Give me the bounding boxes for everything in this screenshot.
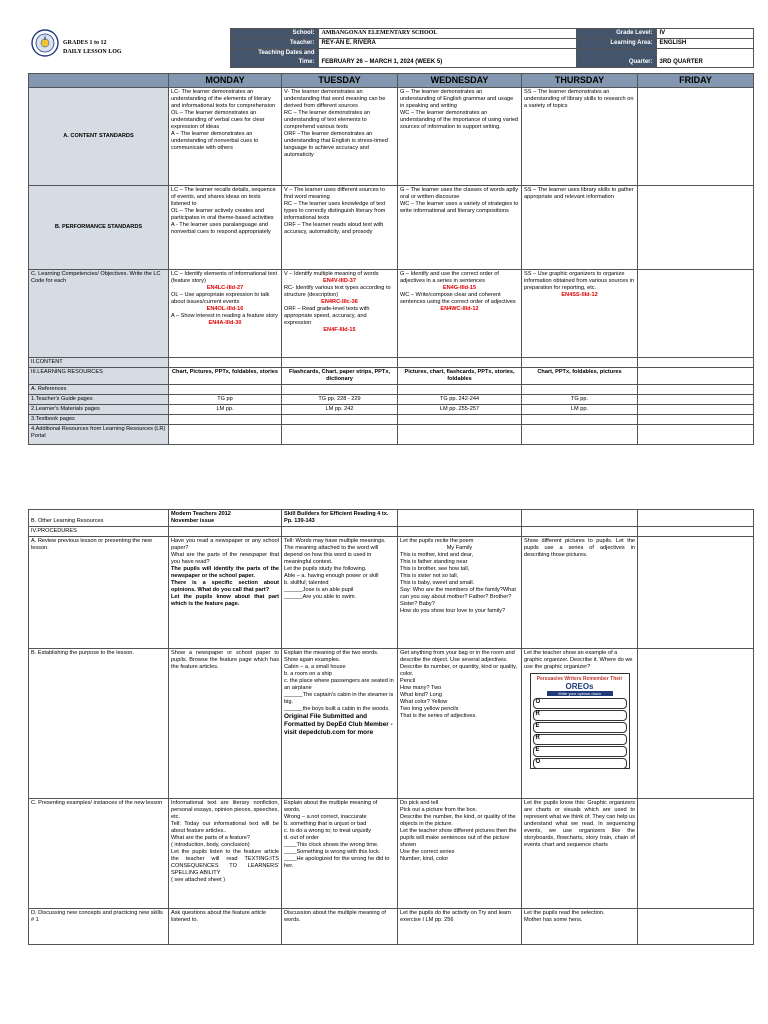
area-value: ENGLISH <box>656 39 753 49</box>
review-tuesday: Tell: Words may have multiple meanings. The meaning attached to the word will depend on how this word is used in meaningful context. Let the pupils study the following. Able – a. having enough power or skill b. skillful; talented ______Jose is an able pupil ______Are you able to swim. <box>282 537 398 649</box>
ref-monday <box>169 385 282 395</box>
dates-value: FEBRUARY 26 – MARCH 1, 2024 (WEEK 5) <box>318 49 576 68</box>
tb-friday <box>638 415 754 425</box>
lesson-table-1 <box>28 73 754 445</box>
other-resources-label: B. Other Learning Resources <box>29 510 169 527</box>
tg-wednesday: TG pp. 242-244 <box>398 395 522 405</box>
doc-title <box>60 29 230 68</box>
cs-tuesday: V- The learner demonstrates an understanding that word meaning can be derived from different sources RC – The learner demonstrates an understanding of text elements to comprehend various texts ORF –The learner demonstrates an understanding that English is stress-timed language to achieve accuracy and automaticity <box>282 88 398 186</box>
day-monday: MONDAY <box>169 74 282 88</box>
additional-resources-row <box>29 425 754 445</box>
comp-monday <box>169 270 282 358</box>
ref-tuesday <box>282 385 398 395</box>
dates-label-1: Teaching Dates and <box>230 49 318 59</box>
quarter-label: Quarter: <box>576 49 656 68</box>
grade-value: IV <box>656 29 753 39</box>
lesson-log-page <box>28 28 753 945</box>
organizer-row <box>533 698 627 709</box>
content-row <box>29 358 754 368</box>
ref-thursday <box>522 385 638 395</box>
add-monday <box>169 425 282 445</box>
procedures-row <box>29 527 754 537</box>
organizer-row <box>533 758 627 769</box>
discussing-thursday: Let the pupils read the selection. Mother has some hens. <box>522 909 638 945</box>
teacher-label: Teacher: <box>230 39 318 49</box>
tb-monday <box>169 415 282 425</box>
tg-thursday: TG pp. <box>522 395 638 405</box>
purpose-row <box>29 649 754 799</box>
oreo-graphic-organizer <box>530 673 630 769</box>
comp-mon-2: OL – Use appropriate expression to talk about issues/current events <box>171 292 270 305</box>
lm-label: 2.Learner's Materials pages <box>29 405 169 415</box>
comp-mon-3: A – Show interest in reading a feature story <box>171 313 278 319</box>
review-wednesday <box>398 537 522 649</box>
comp-mon-code-2: EN4OL-IIId-16 <box>206 306 244 312</box>
deped-seal-icon <box>31 29 59 57</box>
organizer-subtitle: Write your opinion down <box>547 691 613 696</box>
lm-tuesday: LM pp. 242 <box>282 405 398 415</box>
comp-thu-code-1: EN4SS-IIId-12 <box>561 292 598 298</box>
add-tuesday <box>282 425 398 445</box>
content-tuesday <box>282 358 398 368</box>
resources-row <box>29 368 754 385</box>
review-row <box>29 537 754 649</box>
examples-tuesday: Explain about the multiple meaning of words. Wrong – a.not correct, inaccurate b. something that is unjust or bad c. to do a wrong to; to treat unjustly d. out of order ____This clock shows the wrong time. ____Something is wrong with this lock. ____He apologized for the wrong he did to her. <box>282 799 398 909</box>
comp-wed-code-1: EN4G-IIId-15 <box>442 285 477 291</box>
resources-label: III.LEARNING RESOURCES <box>29 368 169 385</box>
lm-wednesday: LM pp. 255-257 <box>398 405 522 415</box>
purpose-wednesday: Get anything from your bag or in the room and describe the object. Use several adjectives. Describe its number, or quantity, kind or quality, color. Pencil How many? Two What kind? Long What color? Yellow Two long yellow pencils That is the series of adjectives. <box>398 649 522 799</box>
res-wednesday: Pictures, chart, flashcards, PPTx, stories, foldables <box>398 368 522 385</box>
watermark-text: Original File Submitted and Formatted by DepEd Club Member - visit depedclub.com for more <box>284 713 393 736</box>
ps-friday <box>638 186 754 270</box>
purpose-label: B. Establishing the purpose to the lesson. <box>29 649 169 799</box>
school-value: AMBANGONAN ELEMENTARY SCHOOL <box>318 29 576 39</box>
purpose-tue-text: Explain the meaning of the two words. Show again examples. Cabin – a. a small house b. a room on a ship c. the place where passengers are seated in an airplane ______The captain's cabin in the steamer is big. ______the boys built a cabin in the woods. <box>284 650 394 712</box>
proc-wednesday <box>398 527 522 537</box>
other-res-tuesday: Skill Builders for Efficient Reading 4 tx. Pp. 139-143 <box>282 510 398 527</box>
organizer-row-letter: O <box>535 759 541 765</box>
comp-tue-2: RC- Identify various text types according to structure (description) <box>284 285 391 298</box>
other-res-thursday <box>522 510 638 527</box>
other-res-wednesday <box>398 510 522 527</box>
ps-wednesday: G – The learner uses the classes of words aptly oral or written discourse WC – The learner uses a variety of strategies to write informational and literary compositions <box>398 186 522 270</box>
res-friday <box>638 368 754 385</box>
additional-resources-label: 4.Additional Resources from Learning Resources (LR) Portal <box>29 425 169 445</box>
review-monday <box>169 537 282 649</box>
content-standards-label: A. CONTENT STANDARDS <box>29 88 169 186</box>
day-friday: FRIDAY <box>638 74 754 88</box>
organizer-row <box>533 734 627 745</box>
other-res-friday <box>638 510 754 527</box>
review-mon-a: Have you read a newspaper or any school paper? What are the parts of the newspaper that you have read? <box>171 538 279 565</box>
lesson-table-2 <box>28 509 754 945</box>
review-wed-b: This is mother, kind and dear, This is father standing near This is brother, see how tall, This is sister not so tall, This is baby, sweet and small. Say: Who are the members of the family?What can you say about mother? Father? Brother? Sister? Baby? How do you show tour love to your family? <box>400 552 516 614</box>
performance-standards-row <box>29 186 754 270</box>
comp-wed-1: G – Identify and use the correct order of adjectives in a series in sentences <box>400 271 499 284</box>
organizer-row <box>533 722 627 733</box>
content-standards-row <box>29 88 754 186</box>
quarter-value: 3RD QUARTER <box>656 49 753 68</box>
discussing-wednesday: Let the pupils do the activity on Try and learn exercise I LM pp. 256 <box>398 909 522 945</box>
other-res-monday: Modern Teachers 2012 November issue <box>169 510 282 527</box>
tb-tuesday <box>282 415 398 425</box>
res-tuesday: Flashcards, Chart, paper strips, PPTx, dictionary <box>282 368 398 385</box>
organizer-word: OREOs <box>565 682 594 691</box>
dates-label-2: Time: <box>230 58 318 68</box>
ref-friday <box>638 385 754 395</box>
lm-thursday: LM pp. <box>522 405 638 415</box>
comp-mon-code-3: EN4A-IIId-30 <box>208 320 242 326</box>
review-wed-poem-title: My Family <box>446 545 473 551</box>
discussing-tuesday: Discussion about the multiple meaning of words. <box>282 909 398 945</box>
comp-wednesday <box>398 270 522 358</box>
add-wednesday <box>398 425 522 445</box>
other-resources-row <box>29 510 754 527</box>
lm-monday: LM pp. <box>169 405 282 415</box>
content-label: II.CONTENT <box>29 358 169 368</box>
procedures-label: IV.PROCEDURES <box>29 527 169 537</box>
tg-friday <box>638 395 754 405</box>
day-thursday: THURSDAY <box>522 74 638 88</box>
lm-friday <box>638 405 754 415</box>
review-mon-b: The pupils will identify the parts of the newspaper or the school paper. There is a specific section about opinions. What do you call that part? Let the pupils know about that part which is the feature page. <box>171 566 279 607</box>
purpose-thursday <box>522 649 638 799</box>
content-wednesday <box>398 358 522 368</box>
day-header-row <box>29 74 754 88</box>
cs-wednesday: G – The learner demonstrates an understanding of English grammar and usage in speaking and writing WC – The learner demonstrates an understanding of the importance of using varied sources of information to support writing. <box>398 88 522 186</box>
purpose-tuesday <box>282 649 398 799</box>
tg-row <box>29 395 754 405</box>
header-table <box>28 28 754 68</box>
proc-friday <box>638 527 754 537</box>
organizer-row-letter: R <box>535 735 540 741</box>
proc-tuesday <box>282 527 398 537</box>
res-thursday: Chart, PPTx, foldables, pictures <box>522 368 638 385</box>
organizer-title: Persuasive Writers Remember Their <box>536 676 623 682</box>
ps-monday: LC – The learner recalls details, sequence of events, and shares ideas on texts listened to OL – The learner actively creates and participates in oral theme-based activities A - The learner uses paralanguage and nonverbal cues to respond appropriately <box>169 186 282 270</box>
purpose-monday: Show a newspaper or school paper to pupils. Browse the feature page which has the feature articles. <box>169 649 282 799</box>
purpose-thu-text: Let the teacher show an example of a graphic organizer. Describe it. Where do we use the graphic organizer? <box>524 650 633 670</box>
tg-monday: TG pp <box>169 395 282 405</box>
tg-label: 1.Teacher's Guide pages <box>29 395 169 405</box>
purpose-friday <box>638 649 754 799</box>
comp-tue-1: V – Identify multiple meaning of words <box>284 271 379 277</box>
discussing-monday: Ask questions about the feature article listened to. <box>169 909 282 945</box>
comp-tue-code-1: EN4V-IIID-37 <box>323 278 356 284</box>
comp-mon-code-1: EN4LC-IIId-27 <box>206 285 244 291</box>
discussing-row <box>29 909 754 945</box>
content-friday <box>638 358 754 368</box>
comp-thursday <box>522 270 638 358</box>
examples-row <box>29 799 754 909</box>
tb-thursday <box>522 415 638 425</box>
organizer-row-letter: O <box>535 699 541 705</box>
review-label: A. Review previous lesson or presenting the new lesson. <box>29 537 169 649</box>
tg-tuesday: TG pp. 228 - 229 <box>282 395 398 405</box>
performance-standards-label: B. PERFORMANCE STANDARDS <box>29 186 169 270</box>
day-tuesday: TUESDAY <box>282 74 398 88</box>
tb-wednesday <box>398 415 522 425</box>
title-line-1: GRADES 1 to 12 <box>63 40 107 47</box>
res-monday: Chart, Pictures, PPTx, foldables, stories <box>169 368 282 385</box>
proc-thursday <box>522 527 638 537</box>
comp-tue-code-3: EN4F-IIId-15 <box>323 327 356 333</box>
comp-wed-code-2: EN4WC-IIId-12 <box>440 306 479 312</box>
cs-thursday: SS – The learner demonstrates an understanding of library skills to research on a variety of topics <box>522 88 638 186</box>
grade-label: Grade Level: <box>576 29 656 39</box>
examples-label: C. Presenting examples/ instances of the new lesson <box>29 799 169 909</box>
school-label: School: <box>230 29 318 39</box>
examples-friday <box>638 799 754 909</box>
day-header-blank <box>29 74 169 88</box>
cs-monday: LC- The learner demonstrates an understanding of the elements of literary and informational texts for comprehension OL – The learner demonstrates an understanding of verbal cues for clear expression of ideas A – The learner demonstrates an understanding of nonverbal cues to communicate with others <box>169 88 282 186</box>
organizer-row <box>533 710 627 721</box>
competencies-row <box>29 270 754 358</box>
comp-thu-1: SS – Use graphic organizers to organize information obtained from various sources in preparation for reporting, etc. <box>524 271 635 291</box>
comp-wed-2: WC – Write/compose clear and coherent sentences using the correct order of adjectives <box>400 292 516 305</box>
discussing-friday <box>638 909 754 945</box>
references-row <box>29 385 754 395</box>
textbook-label: 3.Textbook pages <box>29 415 169 425</box>
add-friday <box>638 425 754 445</box>
comp-mon-1: LC – Identify elements of informational text (feature story) <box>171 271 278 284</box>
lm-row <box>29 405 754 415</box>
cs-friday <box>638 88 754 186</box>
examples-monday: Informational text are literary nonfiction, personal essays, opinion pieces, speeches, etc. Tell: Today our informational text will be about feature articles.. What are the parts of a feature? ( introduction, body, conclusion) Let the pupils listen to the feature article the teacher will read TEXTING:ITS CONSEQUENCES TO LEARNERS' SPELLING ABILITY ( see attached sheet ) <box>169 799 282 909</box>
title-line-2: DAILY LESSON LOG <box>63 49 122 55</box>
organizer-row-letter: E <box>535 747 540 753</box>
discussing-label: D. Discussing new concepts and practicing new skills # 1 <box>29 909 169 945</box>
examples-thursday: Let the pupils know this: Graphic organizers are charts or visuals which are used to represent what we think of. They can help us understand what we read. In sequencing events, we use organizers like the storyboards, flowcharts, story train, chain of events chart and sequence charts <box>522 799 638 909</box>
review-wed-a: Let the pupils recite the poem <box>400 538 474 544</box>
deped-seal <box>28 29 60 68</box>
comp-tuesday <box>282 270 398 358</box>
review-thursday: Show different pictures to pupils. Let the pupils use a series of adjectives in describing those pictures. <box>522 537 638 649</box>
proc-monday <box>169 527 282 537</box>
content-thursday <box>522 358 638 368</box>
organizer-row-letter: E <box>535 723 540 729</box>
references-label: A. References <box>29 385 169 395</box>
comp-tue-code-2: EN4RC-IIIc-36 <box>321 299 358 305</box>
add-thursday <box>522 425 638 445</box>
area-label: Learning Area: <box>576 39 656 49</box>
review-friday <box>638 537 754 649</box>
day-wednesday: WEDNESDAY <box>398 74 522 88</box>
teacher-value: REY-AN E. RIVERA <box>318 39 576 49</box>
comp-friday <box>638 270 754 358</box>
comp-tue-3: ORF – Read grade-level texts with appropriate speed, accuracy, and expression <box>284 306 370 326</box>
examples-wednesday: Do pick and tell Pick out a picture from the box. Describe the number, the kind, or quality of the objects in the picture. Let the teacher show different pictures then the pupils will make sentences out of the picture shown Use the correct series Number, kind, color <box>398 799 522 909</box>
ps-thursday: SS – The learner uses library skills to gather appropriate and relevant information <box>522 186 638 270</box>
organizer-row-letter: R <box>535 711 540 717</box>
ps-tuesday: V – The learner uses different sources to find word meaning RC – The learner uses knowledge of text types to correctly distinguish literary from informational texts ORF – The learner reads aloud text with accuracy, automaticity, and prosody <box>282 186 398 270</box>
content-monday <box>169 358 282 368</box>
ref-wednesday <box>398 385 522 395</box>
competencies-label: C. Learning Competencies/ Objectives. Write the LC Code for each <box>29 270 169 358</box>
textbook-row <box>29 415 754 425</box>
organizer-row <box>533 746 627 757</box>
